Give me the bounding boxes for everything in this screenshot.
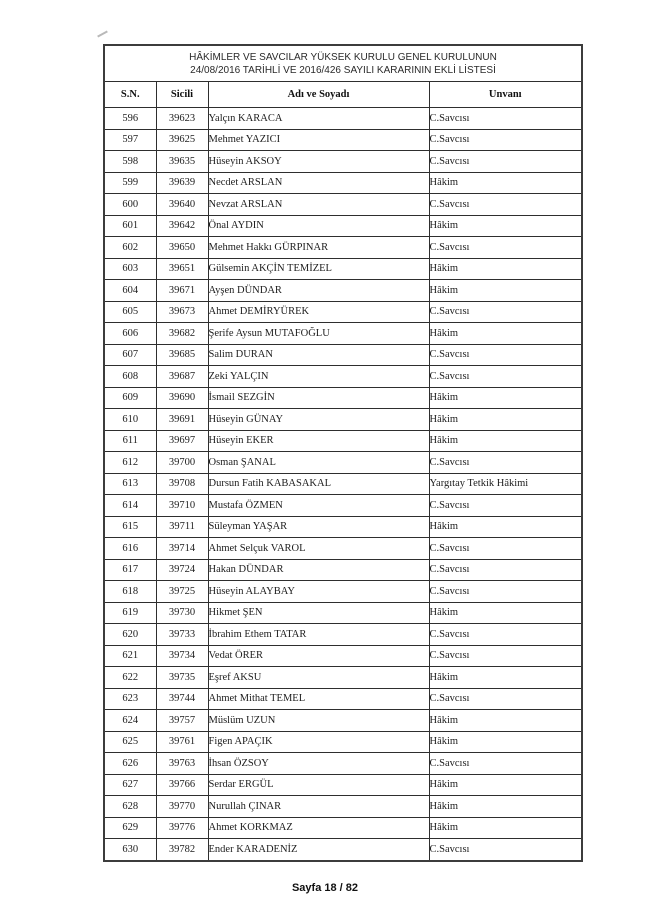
cell-unvan: C.Savcısı bbox=[429, 645, 582, 667]
cell-sn: 596 bbox=[104, 108, 156, 130]
table-row bbox=[104, 452, 582, 474]
cell-sn: 616 bbox=[104, 538, 156, 560]
cell-sn: 615 bbox=[104, 516, 156, 538]
cell-sicili: 39744 bbox=[156, 688, 208, 710]
cell-sn: 625 bbox=[104, 731, 156, 753]
table-row bbox=[104, 817, 582, 839]
table-row bbox=[104, 538, 582, 560]
cell-name: Zeki YALÇIN bbox=[208, 366, 429, 388]
cell-name: Ahmet DEMİRYÜREK bbox=[208, 301, 429, 323]
footer-page-number: Sayfa 18 / 82 bbox=[291, 882, 359, 894]
table-row bbox=[104, 624, 582, 646]
cell-sicili: 39734 bbox=[156, 645, 208, 667]
cell-name: Müslüm UZUN bbox=[208, 710, 429, 732]
cell-name: Nevzat ARSLAN bbox=[208, 194, 429, 216]
cell-sn: 623 bbox=[104, 688, 156, 710]
table-row bbox=[104, 108, 582, 130]
table-row bbox=[104, 323, 582, 345]
table-row bbox=[104, 688, 582, 710]
table-row bbox=[104, 194, 582, 216]
cell-sicili: 39735 bbox=[156, 667, 208, 689]
table-row bbox=[104, 387, 582, 409]
column-header-unvan: Unvanı bbox=[429, 82, 582, 108]
cell-sn: 621 bbox=[104, 645, 156, 667]
cell-name: Ahmet KORKMAZ bbox=[208, 817, 429, 839]
cell-unvan: C.Savcısı bbox=[429, 753, 582, 775]
cell-name: İhsan ÖZSOY bbox=[208, 753, 429, 775]
table-row bbox=[104, 344, 582, 366]
cell-unvan: C.Savcısı bbox=[429, 129, 582, 151]
cell-unvan: C.Savcısı bbox=[429, 151, 582, 173]
cell-sn: 598 bbox=[104, 151, 156, 173]
title-row bbox=[104, 45, 582, 82]
table-row bbox=[104, 151, 582, 173]
cell-sn: 601 bbox=[104, 215, 156, 237]
cell-name: Ayşen DÜNDAR bbox=[208, 280, 429, 302]
table-row bbox=[104, 495, 582, 517]
cell-name: Hüseyin AKSOY bbox=[208, 151, 429, 173]
cell-unvan: C.Savcısı bbox=[429, 839, 582, 861]
cell-sicili: 39687 bbox=[156, 366, 208, 388]
cell-unvan: Hâkim bbox=[429, 602, 582, 624]
column-header-name: Adı ve Soyadı bbox=[208, 82, 429, 108]
cell-name: Hüseyin EKER bbox=[208, 430, 429, 452]
cell-name: Figen APAÇIK bbox=[208, 731, 429, 753]
cell-sicili: 39710 bbox=[156, 495, 208, 517]
cell-sicili: 39700 bbox=[156, 452, 208, 474]
table-row bbox=[104, 258, 582, 280]
table-row bbox=[104, 667, 582, 689]
cell-unvan: Hâkim bbox=[429, 796, 582, 818]
cell-sn: 630 bbox=[104, 839, 156, 861]
cell-unvan: C.Savcısı bbox=[429, 108, 582, 130]
table-row bbox=[104, 796, 582, 818]
cell-sicili: 39640 bbox=[156, 194, 208, 216]
table-row bbox=[104, 301, 582, 323]
cell-sicili: 39776 bbox=[156, 817, 208, 839]
cell-sicili: 39714 bbox=[156, 538, 208, 560]
cell-unvan: Hâkim bbox=[429, 258, 582, 280]
cell-unvan: Hâkim bbox=[429, 731, 582, 753]
table-row bbox=[104, 710, 582, 732]
cell-sicili: 39733 bbox=[156, 624, 208, 646]
cell-name: Mehmet YAZICI bbox=[208, 129, 429, 151]
table-row bbox=[104, 129, 582, 151]
cell-unvan: Hâkim bbox=[429, 280, 582, 302]
cell-sicili: 39725 bbox=[156, 581, 208, 603]
cell-name: Salim DURAN bbox=[208, 344, 429, 366]
cell-sicili: 39766 bbox=[156, 774, 208, 796]
cell-name: Osman ŞANAL bbox=[208, 452, 429, 474]
cell-sicili: 39635 bbox=[156, 151, 208, 173]
cell-sicili: 39685 bbox=[156, 344, 208, 366]
cell-sn: 603 bbox=[104, 258, 156, 280]
column-header-sn: S.N. bbox=[104, 82, 156, 108]
cell-unvan: C.Savcısı bbox=[429, 495, 582, 517]
table-row bbox=[104, 172, 582, 194]
cell-name: İbrahim Ethem TATAR bbox=[208, 624, 429, 646]
cell-name: Dursun Fatih KABASAKAL bbox=[208, 473, 429, 495]
cell-name: Hakan DÜNDAR bbox=[208, 559, 429, 581]
document-table bbox=[103, 44, 583, 862]
column-header-row bbox=[104, 82, 582, 108]
cell-sn: 613 bbox=[104, 473, 156, 495]
cell-unvan: Hâkim bbox=[429, 817, 582, 839]
cell-sicili: 39690 bbox=[156, 387, 208, 409]
cell-name: Eşref AKSU bbox=[208, 667, 429, 689]
cell-sn: 607 bbox=[104, 344, 156, 366]
cell-unvan: C.Savcısı bbox=[429, 452, 582, 474]
cell-sicili: 39623 bbox=[156, 108, 208, 130]
cell-sicili: 39697 bbox=[156, 430, 208, 452]
table-title bbox=[104, 45, 582, 82]
table-row bbox=[104, 581, 582, 603]
cell-sn: 617 bbox=[104, 559, 156, 581]
cell-unvan: Hâkim bbox=[429, 667, 582, 689]
column-header-sicili: Sicili bbox=[156, 82, 208, 108]
table-row bbox=[104, 215, 582, 237]
cell-name: Hikmet ŞEN bbox=[208, 602, 429, 624]
table-row bbox=[104, 839, 582, 861]
table-row bbox=[104, 516, 582, 538]
cell-sicili: 39673 bbox=[156, 301, 208, 323]
cell-sn: 618 bbox=[104, 581, 156, 603]
table-title-line2: 24/08/2016 TARİHLİ VE 2016/426 SAYILI KARARININ EKLİ LİSTESİ bbox=[190, 65, 496, 76]
cell-sn: 626 bbox=[104, 753, 156, 775]
table-row bbox=[104, 473, 582, 495]
cell-sn: 610 bbox=[104, 409, 156, 431]
cell-unvan: C.Savcısı bbox=[429, 581, 582, 603]
cell-unvan: Hâkim bbox=[429, 516, 582, 538]
cell-sicili: 39770 bbox=[156, 796, 208, 818]
table-row bbox=[104, 774, 582, 796]
cell-name: Önal AYDIN bbox=[208, 215, 429, 237]
cell-unvan: C.Savcısı bbox=[429, 237, 582, 259]
cell-name: Ahmet Mithat TEMEL bbox=[208, 688, 429, 710]
cell-sicili: 39651 bbox=[156, 258, 208, 280]
cell-sicili: 39763 bbox=[156, 753, 208, 775]
cell-sicili: 39639 bbox=[156, 172, 208, 194]
cell-name: Hüseyin GÜNAY bbox=[208, 409, 429, 431]
cell-name: Şerife Aysun MUTAFOĞLU bbox=[208, 323, 429, 345]
cell-unvan: C.Savcısı bbox=[429, 538, 582, 560]
cell-name: İsmail SEZGİN bbox=[208, 387, 429, 409]
cell-sicili: 39682 bbox=[156, 323, 208, 345]
cell-unvan: Hâkim bbox=[429, 430, 582, 452]
cell-sicili: 39782 bbox=[156, 839, 208, 861]
cell-unvan: C.Savcısı bbox=[429, 301, 582, 323]
cell-name: Nurullah ÇINAR bbox=[208, 796, 429, 818]
cell-sn: 605 bbox=[104, 301, 156, 323]
scan-artifact-mark bbox=[97, 31, 108, 38]
cell-unvan: Yargıtay Tetkik Hâkimi bbox=[429, 473, 582, 495]
cell-name: Necdet ARSLAN bbox=[208, 172, 429, 194]
cell-sn: 629 bbox=[104, 817, 156, 839]
cell-sn: 619 bbox=[104, 602, 156, 624]
cell-sicili: 39642 bbox=[156, 215, 208, 237]
cell-sn: 602 bbox=[104, 237, 156, 259]
cell-unvan: C.Savcısı bbox=[429, 366, 582, 388]
cell-sicili: 39708 bbox=[156, 473, 208, 495]
cell-name: Gülsemin AKÇİN TEMİZEL bbox=[208, 258, 429, 280]
cell-sn: 628 bbox=[104, 796, 156, 818]
cell-sn: 600 bbox=[104, 194, 156, 216]
table-row bbox=[104, 237, 582, 259]
cell-unvan: Hâkim bbox=[429, 215, 582, 237]
cell-unvan: C.Savcısı bbox=[429, 194, 582, 216]
cell-sicili: 39650 bbox=[156, 237, 208, 259]
cell-name: Mehmet Hakkı GÜRPINAR bbox=[208, 237, 429, 259]
cell-unvan: Hâkim bbox=[429, 774, 582, 796]
cell-name: Ahmet Selçuk VAROL bbox=[208, 538, 429, 560]
cell-sn: 624 bbox=[104, 710, 156, 732]
cell-unvan: C.Savcısı bbox=[429, 688, 582, 710]
cell-sn: 614 bbox=[104, 495, 156, 517]
table-row bbox=[104, 366, 582, 388]
cell-sn: 608 bbox=[104, 366, 156, 388]
table-row bbox=[104, 602, 582, 624]
table-row bbox=[104, 753, 582, 775]
cell-sicili: 39761 bbox=[156, 731, 208, 753]
table-title-line1: HÂKİMLER VE SAVCILAR YÜKSEK KURULU GENEL KURULUNUN bbox=[189, 52, 497, 63]
table-row bbox=[104, 409, 582, 431]
cell-unvan: C.Savcısı bbox=[429, 344, 582, 366]
table-row bbox=[104, 430, 582, 452]
cell-name: Vedat ÖRER bbox=[208, 645, 429, 667]
cell-sicili: 39691 bbox=[156, 409, 208, 431]
cell-sicili: 39671 bbox=[156, 280, 208, 302]
cell-sn: 627 bbox=[104, 774, 156, 796]
table-row bbox=[104, 280, 582, 302]
cell-unvan: C.Savcısı bbox=[429, 624, 582, 646]
cell-unvan: Hâkim bbox=[429, 172, 582, 194]
table-row bbox=[104, 559, 582, 581]
cell-sicili: 39625 bbox=[156, 129, 208, 151]
cell-sn: 611 bbox=[104, 430, 156, 452]
cell-name: Ender KARADENİZ bbox=[208, 839, 429, 861]
cell-name: Serdar ERGÜL bbox=[208, 774, 429, 796]
cell-sn: 606 bbox=[104, 323, 156, 345]
cell-sn: 599 bbox=[104, 172, 156, 194]
cell-sn: 622 bbox=[104, 667, 156, 689]
cell-name: Yalçın KARACA bbox=[208, 108, 429, 130]
cell-sicili: 39757 bbox=[156, 710, 208, 732]
table-body bbox=[104, 108, 582, 861]
cell-sn: 604 bbox=[104, 280, 156, 302]
cell-sicili: 39724 bbox=[156, 559, 208, 581]
cell-sn: 612 bbox=[104, 452, 156, 474]
cell-sn: 620 bbox=[104, 624, 156, 646]
cell-name: Hüseyin ALAYBAY bbox=[208, 581, 429, 603]
cell-sn: 609 bbox=[104, 387, 156, 409]
cell-sn: 597 bbox=[104, 129, 156, 151]
table-row bbox=[104, 645, 582, 667]
cell-unvan: Hâkim bbox=[429, 409, 582, 431]
cell-unvan: C.Savcısı bbox=[429, 559, 582, 581]
cell-unvan: Hâkim bbox=[429, 387, 582, 409]
cell-sicili: 39730 bbox=[156, 602, 208, 624]
cell-unvan: Hâkim bbox=[429, 323, 582, 345]
cell-name: Süleyman YAŞAR bbox=[208, 516, 429, 538]
cell-unvan: Hâkim bbox=[429, 710, 582, 732]
cell-name: Mustafa ÖZMEN bbox=[208, 495, 429, 517]
cell-sicili: 39711 bbox=[156, 516, 208, 538]
table-row bbox=[104, 731, 582, 753]
